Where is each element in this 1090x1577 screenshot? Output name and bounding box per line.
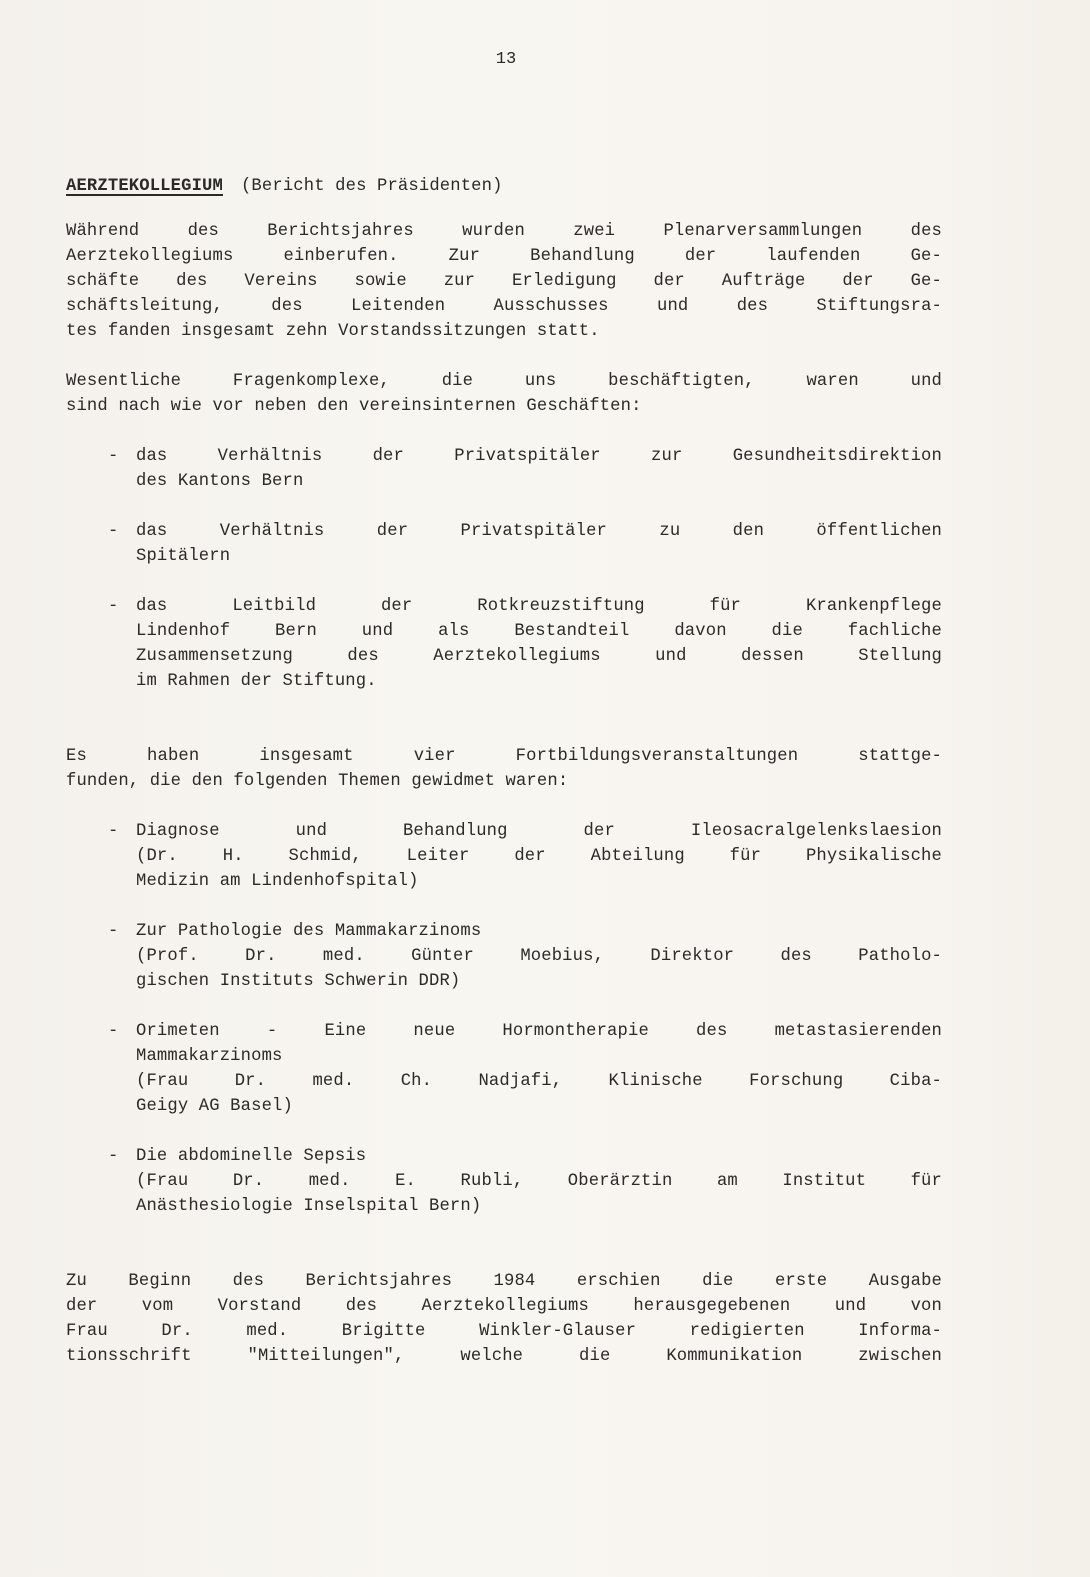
paragraph-plenary-meetings	[66, 219, 942, 344]
text-line: Wesentliche Fragenkomplexe, die uns beschäftigten, waren und	[66, 372, 942, 391]
dash-bullet: -	[108, 522, 119, 541]
text-line: Es haben insgesamt vier Fortbildungsveranstaltungen stattge-	[66, 747, 942, 766]
text-line: schäftsleitung, des Leitenden Ausschusses und des Stiftungsra-	[66, 297, 942, 316]
text-line: (Frau Dr. med. E. Rubli, Oberärztin am Institut für	[136, 1172, 942, 1191]
text-line: tes fanden insgesamt zehn Vorstandssitzungen statt.	[66, 322, 600, 341]
list-item	[66, 594, 942, 694]
dash-bullet: -	[108, 1022, 119, 1041]
dash-bullet: -	[108, 922, 119, 941]
text-line: Aerztekollegiums einberufen. Zur Behandlung der laufenden Ge-	[66, 247, 942, 266]
text-line: Während des Berichtsjahres wurden zwei Plenarversammlungen des	[66, 222, 942, 241]
text-line: (Dr. H. Schmid, Leiter der Abteilung für Physikalische	[136, 847, 942, 866]
text-line: Zu Beginn des Berichtsjahres 1984 erschien die erste Ausgabe	[66, 1272, 942, 1291]
text-line: Lindenhof Bern und als Bestandteil davon die fachliche	[136, 622, 942, 641]
text-line: tionsschrift "Mitteilungen", welche die Kommunikation zwischen	[66, 1347, 942, 1366]
list-item	[66, 819, 942, 894]
section-subtitle: (Bericht des Präsidenten)	[240, 177, 503, 196]
section-title: AERZTEKOLLEGIUM	[66, 177, 223, 196]
page-number: 13	[495, 50, 517, 69]
text-line: das Leitbild der Rotkreuzstiftung für Krankenpflege	[136, 597, 942, 616]
dash-bullet: -	[108, 447, 119, 466]
list-item	[66, 1019, 942, 1119]
dash-bullet: -	[108, 597, 119, 616]
text-line: Zur Pathologie des Mammakarzinoms	[136, 922, 482, 941]
key-issues-list	[66, 444, 942, 694]
text-line: des Kantons Bern	[136, 472, 304, 491]
text-line: Frau Dr. med. Brigitte Winkler-Glauser redigierten Informa-	[66, 1322, 942, 1341]
document-body	[66, 174, 942, 1394]
list-item	[66, 1144, 942, 1219]
dash-bullet: -	[108, 1147, 119, 1166]
text-line: Mammakarzinoms	[136, 1047, 283, 1066]
section-heading	[66, 174, 942, 199]
paragraph-key-issues-intro	[66, 369, 942, 419]
text-line: der vom Vorstand des Aerztekollegiums herausgegebenen und von	[66, 1297, 942, 1316]
text-line: Medizin am Lindenhofspital)	[136, 872, 419, 891]
paragraph-training-events-intro	[66, 744, 942, 794]
text-line: Anästhesiologie Inselspital Bern)	[136, 1197, 482, 1216]
text-line: Spitälern	[136, 547, 231, 566]
dash-bullet: -	[108, 822, 119, 841]
text-line: Die abdominelle Sepsis	[136, 1147, 367, 1166]
text-line: gischen Instituts Schwerin DDR)	[136, 972, 461, 991]
text-line: sind nach wie vor neben den vereinsinternen Geschäften:	[66, 397, 642, 416]
list-item	[66, 444, 942, 494]
list-item	[66, 919, 942, 994]
text-line: im Rahmen der Stiftung.	[136, 672, 377, 691]
text-line: das Verhältnis der Privatspitäler zur Gesundheitsdirektion	[136, 447, 942, 466]
list-item	[66, 519, 942, 569]
text-line: (Frau Dr. med. Ch. Nadjafi, Klinische Forschung Ciba-	[136, 1072, 942, 1091]
text-line: Zusammensetzung des Aerztekollegiums und dessen Stellung	[136, 647, 942, 666]
text-line: Orimeten - Eine neue Hormontherapie des metastasierenden	[136, 1022, 942, 1041]
text-line: das Verhältnis der Privatspitäler zu den öffentlichen	[136, 522, 942, 541]
training-events-list	[66, 819, 942, 1219]
text-line: schäfte des Vereins sowie zur Erledigung der Aufträge der Ge-	[66, 272, 942, 291]
text-line: funden, die den folgenden Themen gewidmet waren:	[66, 772, 569, 791]
text-line: Diagnose und Behandlung der Ileosacralgelenkslaesion	[136, 822, 942, 841]
text-line: (Prof. Dr. med. Günter Moebius, Direktor des Patholo-	[136, 947, 942, 966]
paragraph-newsletter	[66, 1269, 942, 1369]
text-line: Geigy AG Basel)	[136, 1097, 293, 1116]
